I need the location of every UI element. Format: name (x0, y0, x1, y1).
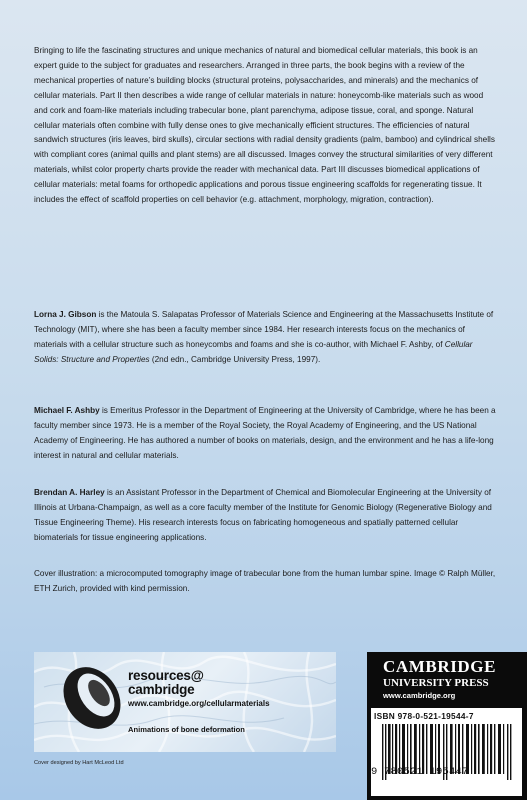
author-bio-harley (34, 486, 496, 546)
resources-swoosh-icon (58, 664, 126, 732)
book-title: Cellular Solids: Structure and Properties (34, 339, 473, 364)
cover-illustration-credit: Cover illustration: a microcomputed tomography image of trabecular bone from the human lumbar spine. Image © Ralph Müller, ETH Zurich, provided with kind permission. (34, 569, 496, 593)
barcode-digits: 9 780521 195447 (371, 766, 469, 778)
author-name: Brendan A. Harley (34, 488, 105, 497)
resources-panel[interactable] (34, 652, 336, 752)
author-name: Lorna J. Gibson (34, 310, 97, 319)
author-bio-text: is the Matoula S. Salapatas Professor of Materials Science and Engineering at the Massachusetts Institute of Technology (MIT), where she has been a faculty member since 1984. Her research interests focus on the mechanics of materials with a cellular structure such as honeycombs and foams and she is co-author, with Michael F. Ashby, of (34, 310, 494, 349)
book-description: Bringing to life the fascinating structures and unique mechanics of natural and biomedical cellular materials, this book is an expert guide to the subject for graduates and researchers. Arranged in three parts, the book begins with a review of the mechanical properties of nature’s building blocks (structural proteins, polysaccharides, and minerals) and the mechanics of cellular materials. Part II then describes a wide range of cellular materials in nature: honeycomb-like materials such as wood and cork and foam-like materials including trabecular bone, plant parenchyma, adipose tissue, coral, and sponge. Natural cellular materials often combine with fully dense ones to give mechanically efficient structures. The efficiencies of natural sandwich structures (iris leaves, bird skulls), circular sections with radial density gradients (palm, bamboo) and cylindrical shells with compliant cores (animal quills and plant stems) are all discussed. Images convey the structural similarities of very different materials, whilst color property charts provide the reader with mechanical data. Part III discusses biomedical applications of cellular materials: metal foams for orthopedic applications and porous tissue engineering scaffolds for regenerating tissue. It includes the effect of scaffold properties on cell behavior (e.g. attachment, morphology, migration, contraction). (34, 46, 495, 205)
isbn-barcode-panel (371, 708, 522, 796)
author-name: Michael F. Ashby (34, 406, 100, 415)
resources-url[interactable]: www.cambridge.org/cellularmaterials (128, 699, 270, 708)
publisher-website[interactable]: www.cambridge.org (383, 691, 456, 700)
author-bio-gibson (34, 308, 496, 368)
resources-caption: Animations of bone deformation (128, 725, 245, 734)
cover-designer-credit: Cover designed by Hart McLeod Ltd (34, 760, 124, 766)
resources-title: resources@ cambridge (128, 668, 204, 697)
publisher-press: UNIVERSITY PRESS (383, 677, 489, 689)
isbn-label: ISBN 978-0-521-19544-7 (374, 711, 474, 721)
publisher-name: CAMBRIDGE (383, 657, 497, 676)
author-bio-text-end: (2nd edn., Cambridge University Press, 1997). (149, 354, 321, 364)
author-bio-ashby (34, 404, 496, 464)
author-bio-text: is Emeritus Professor in the Department of Engineering at the University of Cambridge, where he has been a faculty member since 1973. He is a member of the Royal Society, the Royal Academy of Engineering, and the US National Academy of Engineering. He has authored a number of books on materials, design, and the environment and he has a life-long interest in natural and cellular materials. (34, 406, 496, 460)
author-bio-text: is an Assistant Professor in the Department of Chemical and Biomolecular Engineering at the University of Illinois at Urbana-Champaign, as well as a core faculty member of the Institute for Genomic Biology (Regenerative Biology and Tissue Engineering Theme). His research interests focus on fabricating homogeneous and spatially patterned cellular biomaterials for tissue engineering applications. (34, 488, 492, 542)
